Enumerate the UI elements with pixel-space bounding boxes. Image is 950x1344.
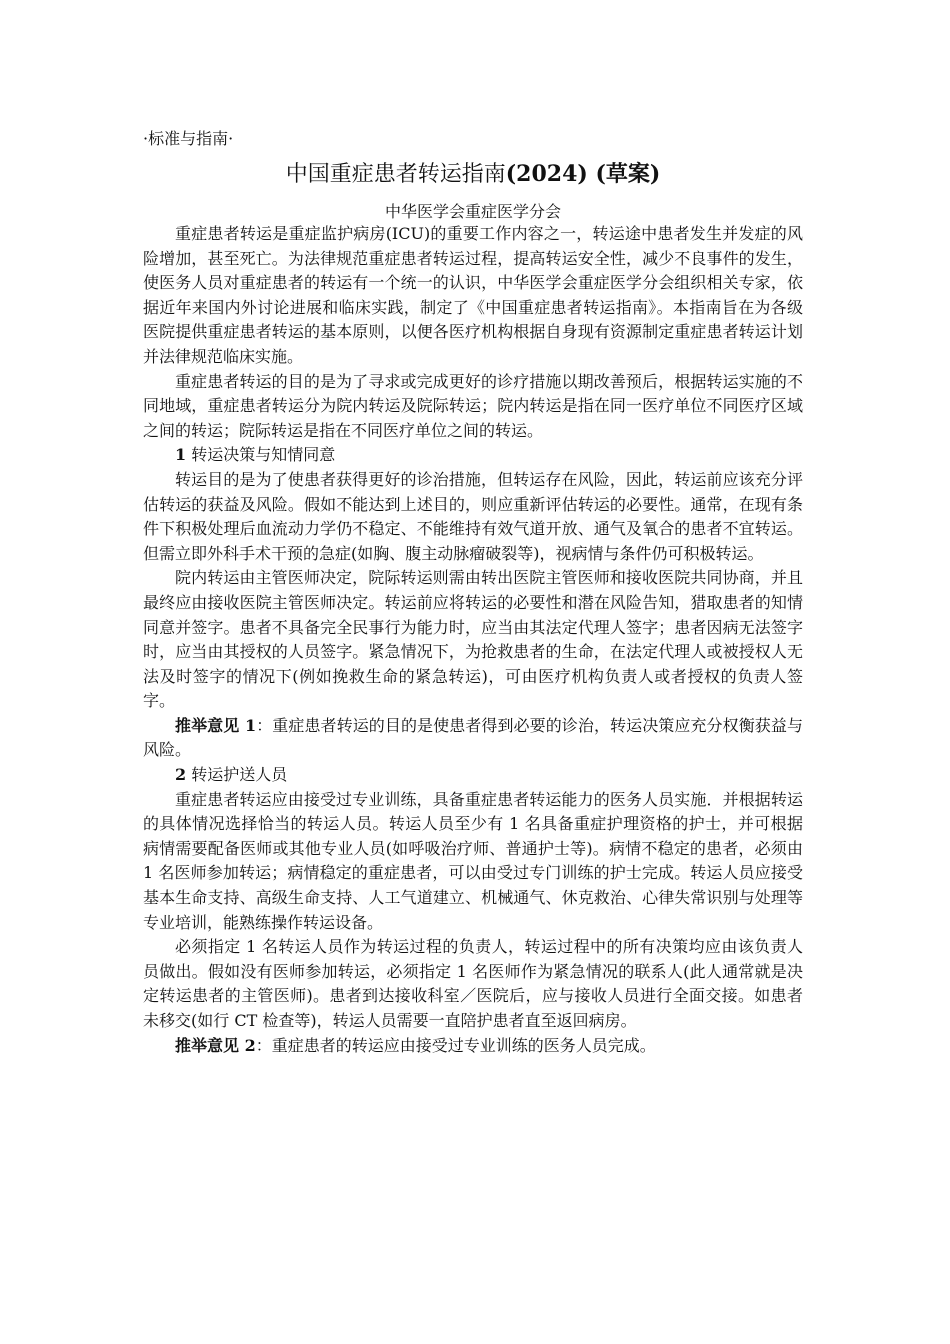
title-year: (2024) [505,161,588,187]
recommendation-1 [143,714,803,763]
paragraph-lead: 必须指定 1 名转运人员作为转运过程的负责人，转运过程中的所有决策均应由该负责人员做出。假如没有医师参加转运，必须指定 1 名医师作为紧急情况的联系人(此人通常就是决定转运患者的主管医师)。患者到达接收科室／医院后，应与接收人员进行全面交接。如患者未移交(如行 CT 检查等)，转运人员需要一直陪护患者直至返回病房。 [143,937,803,1030]
paragraph-purpose: 重症患者转运的目的是为了寻求或完成更好的诊疗措施以期改善预后，根据转运实施的不同地域，重症患者转运分为院内转运及院际转运；院内转运是指在同一医疗单位不同医疗区域之间的转运；院际转运是指在不同医疗单位之间的转运。 [143,371,803,440]
recommendation-2-label: 推举意见 2 [175,1035,256,1055]
title-main: 中国重症患者转运指南 [285,162,506,187]
title-suffix: (草案) [587,161,661,187]
section-title-1: 转运决策与知情同意 [186,445,336,465]
section-heading-2 [143,763,803,788]
recommendation-1-label: 推举意见 1 [175,715,257,735]
column-tag: ·标准与指南· [143,129,234,148]
recommendation-2-text: ：重症患者的转运应由接受过专业训练的医务人员完成。 [255,1035,656,1055]
recommendation-1-text: ：重症患者转运的目的是使患者得到必要的诊治，转运决策应充分权衡获益与风险。 [143,715,803,760]
paragraph-personnel: 重症患者转运应由接受过专业训练，具备重症患者转运能力的医务人员实施．并根据转运的具体情况选择恰当的转运人员。转运人员至少有 1 名具备重症护理资格的护士，并可根据病情需要配备医师或其他专业人员(如呼吸治疗师、普通护士等)。病情不稳定的患者，必须由 1 名医师参加转运；病情稳定的重症患者，可以由受过专门训练的护士完成。转运人员应接受基本生命支持、高级生命支持、人工气道建立、机械通气、休克救治、心律失常识别与处理等专业培训，能熟练操作转运设备。 [143,789,803,932]
article-body [143,222,803,1058]
section-heading-1 [143,443,803,468]
recommendation-2 [143,1034,803,1059]
section-number-1: 1 [175,445,187,465]
section-title-2: 转运护送人员 [186,765,288,785]
author-line: 中华医学会重症医学分会 [384,202,561,221]
section-number-2: 2 [175,765,187,785]
page-title [143,158,803,191]
paragraph-decision: 转运目的是为了使患者获得更好的诊治措施，但转运存在风险，因此，转运前应该充分评估转运的获益及风险。假如不能达到上述目的，则应重新评估转运的必要性。通常，在现有条件下积极处理后血流动力学仍不稳定、不能维持有效气道开放、通气及氧合的患者不宜转运。但需立即外科手术干预的急症(如胸、腹主动脉瘤破裂等)，视病情与条件仍可积极转运。 [143,469,803,563]
paragraph-intro: 重症患者转运是重症监护病房(ICU)的重要工作内容之一，转运途中患者发生并发症的风险增加，甚至死亡。为法律规范重症患者转运过程，提高转运安全性，减少不良事件的发生，使医务人员对重症患者的转运有一个统一的认识，中华医学会重症医学分会组织相关专家，依据近年来国内外讨论进展和临床实践，制定了《中国重症患者转运指南》。本指南旨在为各级医院提供重症患者转运的基本原则，以便各医疗机构根据自身现有资源制定重症患者转运计划并法律规范临床实施。 [143,224,803,366]
paragraph-consent: 院内转运由主管医师决定，院际转运则需由转出医院主管医师和接收医院共同协商，并且最终应由接收医院主管医师决定。转运前应将转运的必要性和潜在风险告知，猎取患者的知情同意并签字。患者不具备完全民事行为能力时，应当由其法定代理人签字；患者因病无法签字时，应当由其授权的人员签字。紧急情况下，为抢救患者的生命，在法定代理人或被授权人无法及时签字的情况下(例如挽救生命的紧急转运)，可由医疗机构负责人或者授权的负责人签字。 [143,568,803,711]
